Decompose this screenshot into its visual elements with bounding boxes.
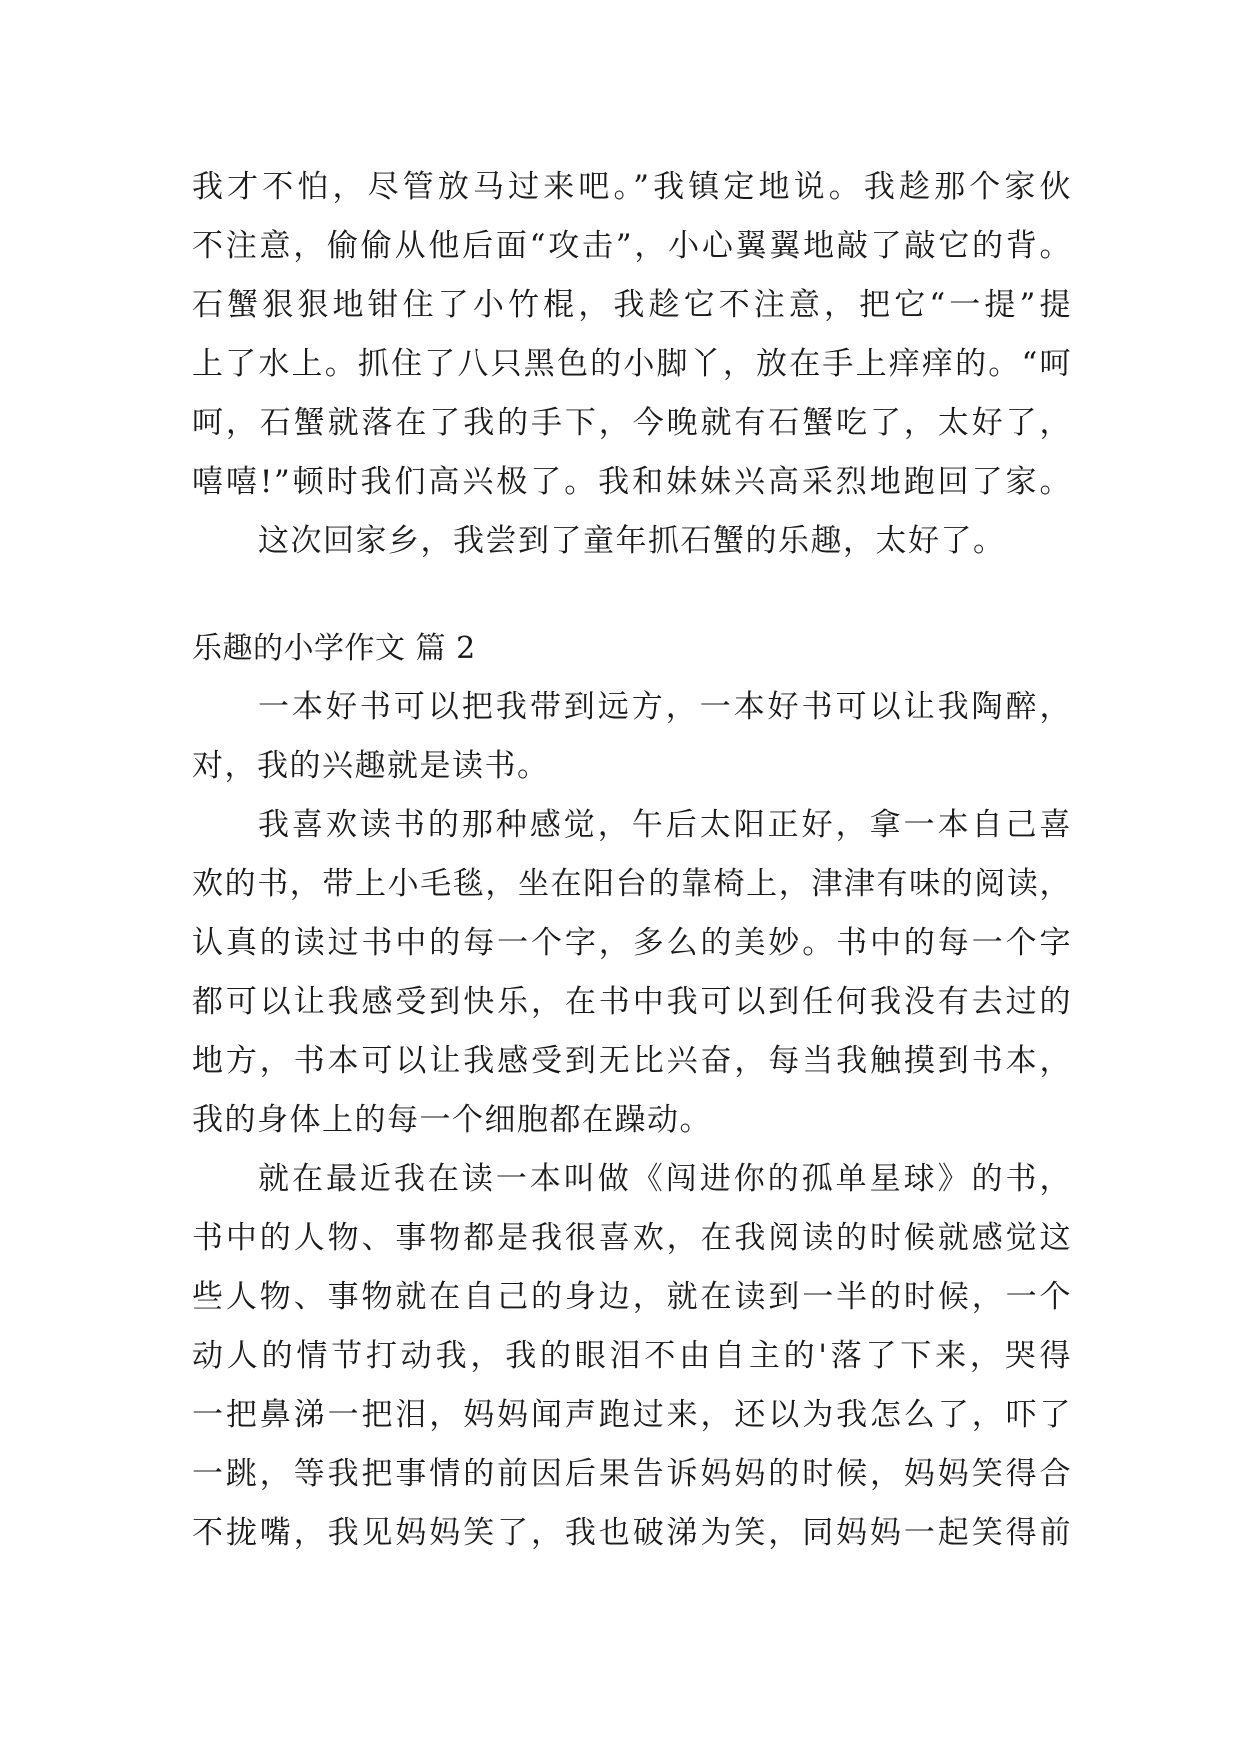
paragraph-line: 呵，石蟹就落在了我的手下，今晚就有石蟹吃了，太好了， bbox=[192, 405, 1072, 441]
paragraph-line: 都可以让我感受到快乐，在书中我可以到任何我没有去过的 bbox=[192, 984, 1072, 1020]
paragraph-line: 一跳，等我把事情的前因后果告诉妈妈的时候，妈妈笑得合 bbox=[192, 1456, 1072, 1492]
paragraph-line: 不拢嘴，我见妈妈笑了，我也破涕为笑，同妈妈一起笑得前 bbox=[192, 1515, 1072, 1551]
paragraph-line: 些人物、事物就在自己的身边，就在读到一半的时候，一个 bbox=[192, 1279, 1072, 1315]
paragraph-line: 一本好书可以把我带到远方，一本好书可以让我陶醉， bbox=[258, 689, 1072, 725]
paragraph-line: 嘻嘻!”顿时我们高兴极了。我和妹妹兴高采烈地跑回了家。 bbox=[192, 464, 1072, 500]
paragraph-line: 上了水上。抓住了八只黑色的小脚丫，放在手上痒痒的。“呵 bbox=[192, 346, 1072, 382]
paragraph-line: 认真的读过书中的每一个字，多么的美妙。书中的每一个字 bbox=[192, 925, 1072, 961]
paragraph-line: 对，我的兴趣就是读书。 bbox=[192, 748, 550, 784]
paragraph-line: 石蟹狠狠地钳住了小竹棍，我趁它不注意，把它“一提”提 bbox=[192, 287, 1072, 323]
paragraph-line: 就在最近我在读一本叫做《闯进你的孤单星球》的书， bbox=[258, 1161, 1072, 1197]
paragraph-line: 书中的人物、事物都是我很喜欢，在我阅读的时候就感觉这 bbox=[192, 1220, 1072, 1256]
section-title: 乐趣的小学作文 篇 2 bbox=[192, 631, 476, 666]
paragraph-line: 一把鼻涕一把泪，妈妈闻声跑过来，还以为我怎么了，吓了 bbox=[192, 1397, 1072, 1433]
paragraph-line: 地方，书本可以让我感受到无比兴奋，每当我触摸到书本， bbox=[192, 1043, 1072, 1079]
paragraph-line: 我的身体上的每一个细胞都在躁动。 bbox=[192, 1102, 712, 1138]
paragraph-line: 我才不怕，尽管放马过来吧。”我镇定地说。我趁那个家伙 bbox=[192, 169, 1072, 205]
paragraph-line: 动人的情节打动我，我的眼泪不由自主的'落了下来，哭得 bbox=[192, 1338, 1072, 1374]
paragraph-line: 欢的书，带上小毛毯，坐在阳台的靠椅上，津津有味的阅读， bbox=[192, 866, 1072, 902]
paragraph-line: 这次回家乡，我尝到了童年抓石蟹的乐趣，太好了。 bbox=[258, 523, 1006, 559]
paragraph-line: 不注意，偷偷从他后面“攻击”，小心翼翼地敲了敲它的背。 bbox=[192, 228, 1072, 264]
paragraph-line: 我喜欢读书的那种感觉，午后太阳正好，拿一本自己喜 bbox=[258, 807, 1072, 843]
